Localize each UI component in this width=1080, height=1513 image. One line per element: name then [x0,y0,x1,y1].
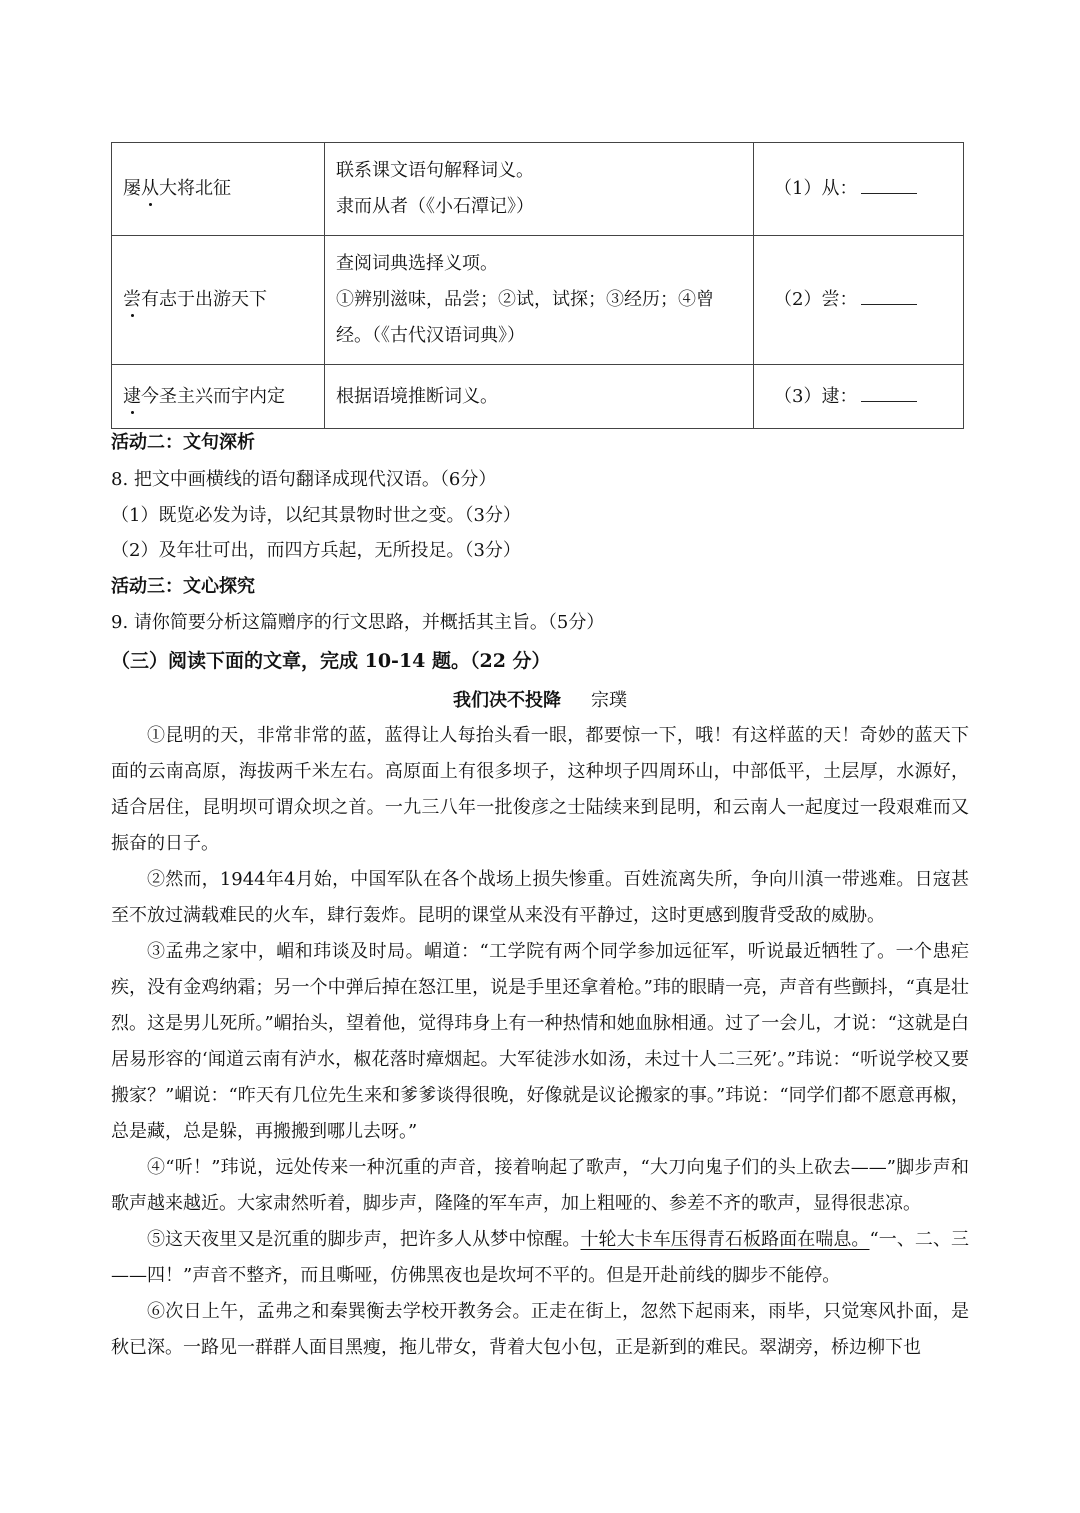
table-cell-word: 屡从大将北征 [112,143,325,236]
article-title: 我们决不投降 [453,690,561,711]
paragraph-1: ①昆明的天，非常非常的蓝，蓝得让人每抬头看一眼，都要惊一下，哦！有这样蓝的天！奇妙的蓝天下面的云南高原，海拔两千米左右。高原面上有很多坝子，这种坝子四周环山，中部低平，土层厚，水源好，适合居住，昆明坝可谓众坝之首。一九三八年一批俊彦之士陆续来到昆明，和云南人一起度过一段艰难而又振奋的日子。 [111,725,969,854]
answer-blank[interactable] [861,173,917,194]
table-cell-answer: （1）从： [754,143,964,236]
question-9: 9. 请你简要分析这篇赠序的行文思路，并概括其主旨。（5分） [111,612,605,633]
table-cell-word: 逮今圣主兴而宇内定 [112,365,325,429]
emphasis-dot-char: 逮 [123,385,141,407]
activity-two-heading: 活动二：文句深析 [111,432,255,453]
activity-three-heading: 活动三：文心探究 [111,576,255,597]
table-cell-answer: （3）逮： [754,365,964,429]
table-cell-answer: （2）尝： [754,236,964,365]
paragraph-6: ⑥次日上午，孟弗之和秦巽衡去学校开教务会。正走在街上，忽然下起雨来，雨毕，只觉寒风扑面，是秋已深。一路见一群群人面目黑瘦，拖儿带女，背着大包小包，正是新到的难民。翠湖旁，桥边柳下也 [111,1301,969,1358]
table-cell-method: 根据语境推断词义。 [325,365,754,429]
vocabulary-table [111,142,964,429]
paragraph-5: ⑤这天夜里又是沉重的脚步声，把许多人从梦中惊醒。十轮大卡车压得青石板路面在喘息。“一、二、三——四！”声音不整齐，而且嘶哑，仿佛黑夜也是坎坷不平的。但是开赴前线的脚步不能停。 [111,1229,970,1286]
article-heading [0,688,1080,714]
table-cell-method: 联系课文语句解释词义。 隶而从者（《小石潭记》） [325,143,754,236]
table-row [112,236,964,365]
answer-blank[interactable] [861,284,917,305]
table-row [112,365,964,429]
underlined-sentence: 十轮大卡车压得青石板路面在喘息。 [580,1229,870,1250]
paragraph-2: ②然而，1944年4月始，中国军队在各个战场上损失惨重。百姓流离失所，争向川滇一带逃难。日寇甚至不放过满载难民的火车，肆行轰炸。昆明的课堂从来没有平静过，这时更感到腹背受敌的威胁。 [111,869,969,926]
table-cell-word: 尝有志于出游天下 [112,236,325,365]
article-author: 宗璞 [591,690,627,711]
emphasis-dot-char: 从 [141,178,159,199]
question-8-1: （1）既览必发为诗，以纪其景物时世之变。（3分） [111,505,521,526]
question-8-2: （2）及年壮可出，而四方兵起，无所投足。（3分） [111,540,521,561]
table-row [112,143,964,236]
emphasis-dot-char: 尝 [123,289,141,310]
table-cell-method: 查阅词典选择义项。 ①辨别滋味，品尝；②试，试探；③经历；④曾 经。（《古代汉语词典》） [325,236,754,365]
paragraph-3: ③孟弗之家中，嵋和玮谈及时局。嵋道：“工学院有两个同学参加远征军，听说最近牺牲了。一个患疟疾，没有金鸡纳霜；另一个中弹后掉在怒江里，说是手里还拿着枪。”玮的眼睛一亮，声音有些颤抖，“真是壮烈。这是男儿死所。”嵋抬头，望着他，觉得玮身上有一种热情和她血脉相通。过了一会儿，才说：“这就是白居易形容的‘闻道云南有泸水，椒花落时瘴烟起。大军徒涉水如汤，未过十人二三死’。”玮说：“听说学校又要搬家？”嵋说：“昨天有几位先生来和爹爹谈得很晚，好像就是议论搬家的事。”玮说：“同学们都不愿意再椒，总是藏，总是躲，再搬搬到哪儿去呀。” [111,941,969,1142]
paragraph-4: ④“听！”玮说，远处传来一种沉重的声音，接着响起了歌声，“大刀向鬼子们的头上砍去——”脚步声和歌声越来越近。大家肃然听着，脚步声，隆隆的军车声，加上粗哑的、参差不齐的歌声，显得很悲凉。 [111,1157,969,1214]
question-8: 8. 把文中画横线的语句翻译成现代汉语。（6分） [111,469,497,490]
section-three-heading: （三）阅读下面的文章，完成 10-14 题。（22 分） [111,650,551,672]
answer-blank[interactable] [861,381,917,402]
